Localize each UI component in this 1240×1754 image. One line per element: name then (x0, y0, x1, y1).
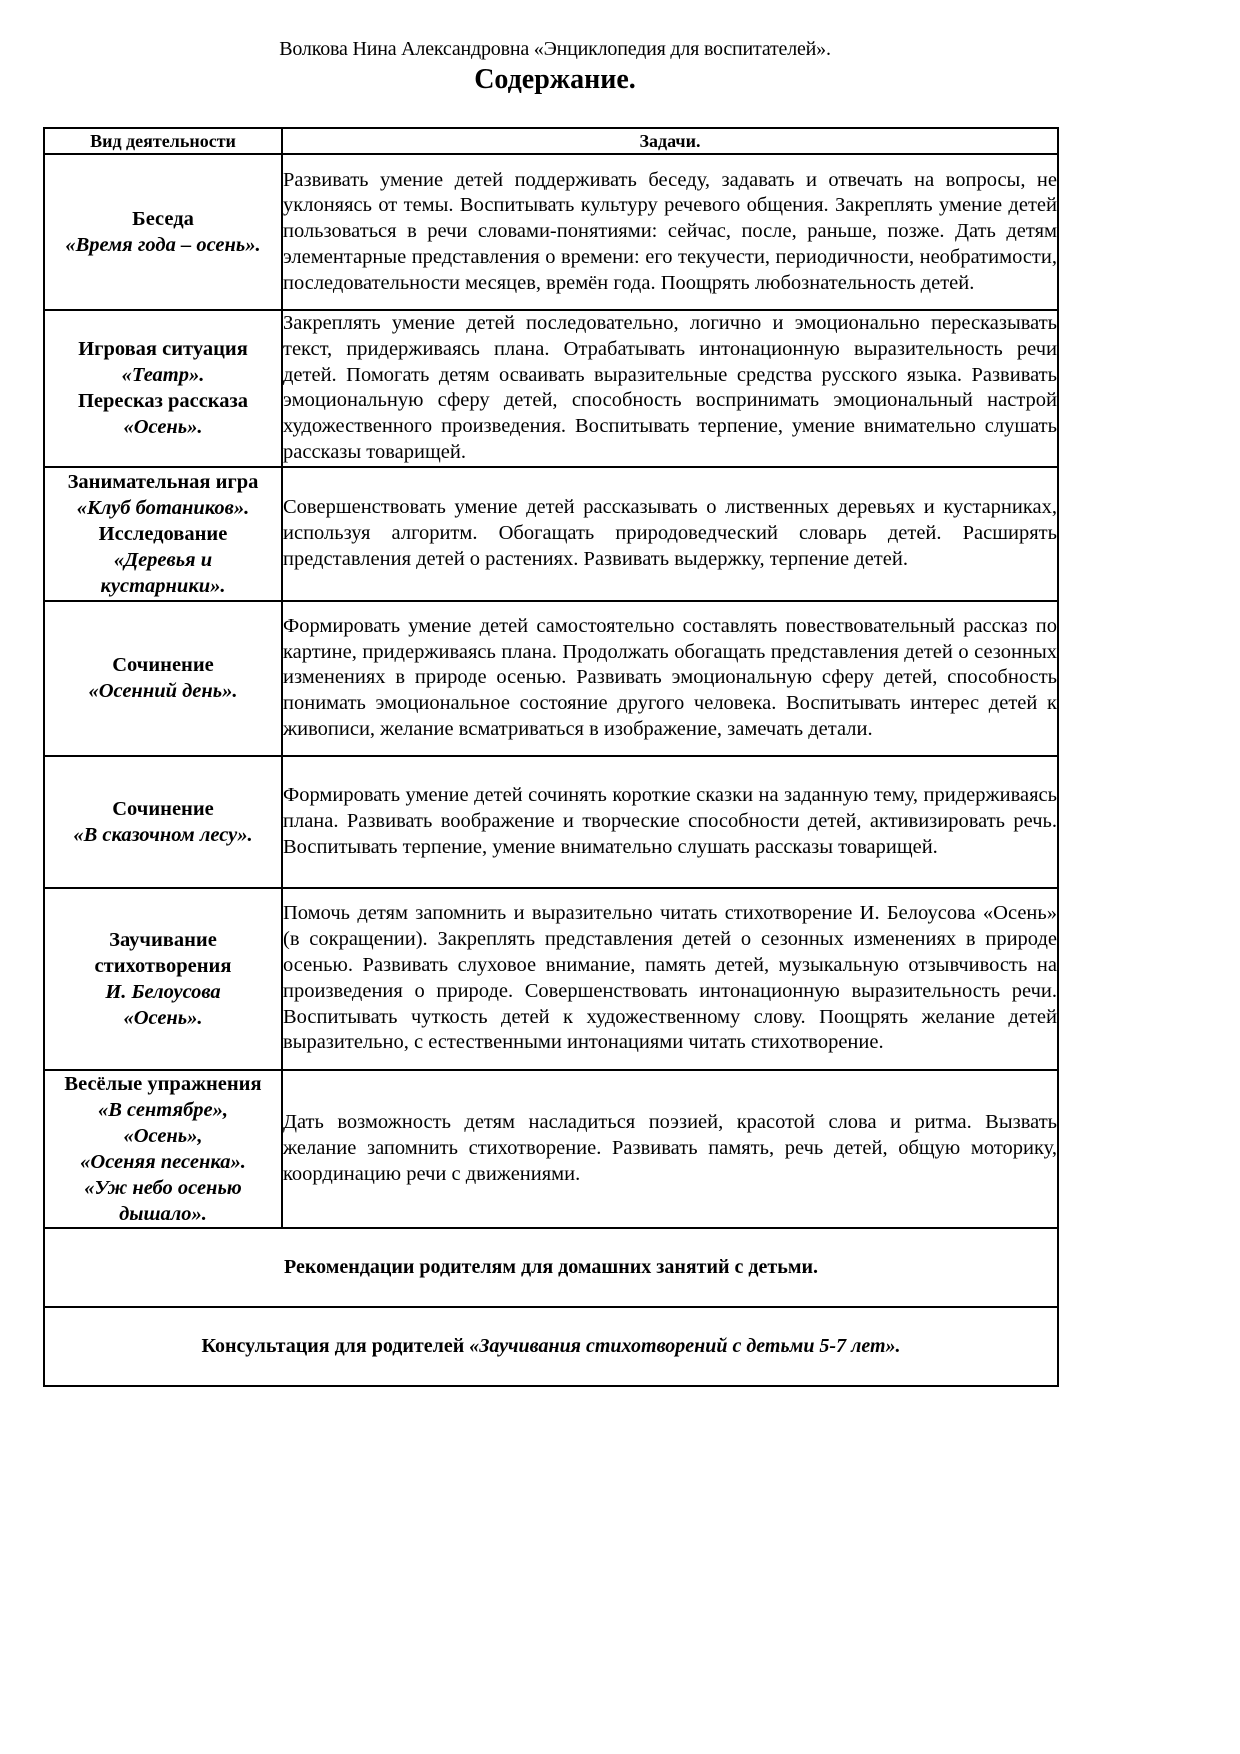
activity-line: Игровая ситуация (78, 338, 248, 361)
tasks-cell: Развивать умение детей поддерживать беседу, задавать и отвечать на вопросы, не уклоняясь от темы. Воспитывать культуру речевого общения. Закреплять умение детей пользоваться в речи словами-понятиями: сейчас, после, раньше, позже. Дать детям элементарные представления о времени: его текучести, периодичности, необратимости, последовательности месяцев, времён года. Поощрять любознательность детей. (282, 154, 1058, 310)
footer-row-recommendations (44, 1228, 1058, 1307)
header-tasks: Задачи. (282, 128, 1058, 154)
table-row (44, 1070, 1058, 1228)
activity-line: И. Белоусова (105, 980, 221, 1003)
activity-cell (44, 888, 282, 1070)
activity-line: Сочинение (112, 797, 214, 820)
activity-line: «В сказочном лесу». (73, 823, 253, 846)
page-title: Содержание. (474, 64, 636, 95)
tasks-cell: Формировать умение детей самостоятельно составлять повествовательный рассказ по картине, придерживаясь плана. Продолжать обогащать представления детей о сезонных изменениях в природе осенью. Развивать эмоциональную сферу детей, способность понимать эмоциональное состояние другого человека. Воспитывать интерес детей к живописи, желание всматриваться в изображение, замечать детали. (282, 601, 1058, 756)
activity-cell (44, 154, 282, 310)
activity-line: «Осень», (123, 1124, 203, 1147)
tasks-cell: Совершенствовать умение детей рассказывать о лиственных деревьях и кустарниках, используя алгоритм. Обогащать природоведческий словарь детей. Расширять представления детей о растениях. Развивать выдержку, терпение детей. (282, 467, 1058, 601)
activity-cell (44, 756, 282, 888)
activity-line: «Клуб ботаников». (76, 496, 250, 519)
table-row (44, 154, 1058, 310)
table-row (44, 888, 1058, 1070)
activity-line: «Театр». (121, 364, 205, 387)
table-row (44, 467, 1058, 601)
footer-row-consultation (44, 1307, 1058, 1386)
activity-line: «В сентябре», (97, 1098, 229, 1121)
activity-line: «Деревья и (113, 548, 213, 571)
tasks-cell: Закреплять умение детей последовательно, логично и эмоционально пересказывать текст, придерживаясь плана. Отрабатывать интонационную выразительность речи детей. Помогать детям осваивать выразительные средства русского языка. Развивать эмоциональную сферу детей, способность воспринимать эмоциональный настрой художественного произведения. Воспитывать терпение, умение внимательно слушать рассказы товарищей. (282, 310, 1058, 467)
table-row (44, 756, 1058, 888)
activity-line: Заучивание (109, 928, 217, 951)
consultation-label: Консультация для родителей (201, 1334, 470, 1357)
activity-line: «Осенний день». (88, 680, 238, 703)
activity-line: Сочинение (112, 654, 214, 677)
activity-line: «Осень». (123, 416, 203, 439)
consultation-title: «Заучивания стихотворений с детьми 5-7 лет». (469, 1334, 901, 1357)
activity-line: Пересказ рассказа (77, 390, 249, 413)
recommendations-text: Рекомендации родителям для домашних занятий с детьми. (284, 1255, 818, 1278)
content-table (43, 127, 1059, 1387)
tasks-cell: Дать возможность детям насладиться поэзией, красотой слова и ритма. Вызвать желание запомнить стихотворение. Развивать память, речь детей, общую моторику, координацию речи с движениями. (282, 1070, 1058, 1228)
activity-line: «Уж небо осенью (84, 1176, 242, 1199)
tasks-cell: Формировать умение детей сочинять короткие сказки на заданную тему, придерживаясь плана. Развивать воображение и творческие способности детей, активизировать речь. Воспитывать терпение, умение внимательно слушать рассказы товарищей. (282, 756, 1058, 888)
activity-line: стихотворения (94, 954, 232, 977)
activity-line: Беседа (132, 208, 194, 230)
table-row (44, 310, 1058, 467)
activity-cell (44, 310, 282, 467)
tasks-cell: Помочь детям запомнить и выразительно читать стихотворение И. Белоусова «Осень» (в сокращении). Закреплять представления детей о сезонных изменениях в природе осенью. Развивать слуховое внимание, память детей, музыкальную отзывчивость на произведения о природе. Совершенствовать интонационную выразительность речи. Воспитывать чуткость детей к художественному слову. Поощрять желание детей выразительно, с естественными интонациями читать стихотворение. (282, 888, 1058, 1070)
recommendations-cell (44, 1228, 1058, 1307)
consultation-cell (44, 1307, 1058, 1386)
author-line: Волкова Нина Александровна «Энциклопедия для воспитателей». (279, 38, 831, 60)
activity-line: Весёлые упражнения (64, 1072, 262, 1095)
activity-cell (44, 467, 282, 601)
activity-line: «Осеняя песенка». (80, 1150, 246, 1173)
table-row (44, 601, 1058, 756)
table-header-row (44, 128, 1058, 154)
activity-line: кустарники». (100, 574, 226, 597)
activity-cell (44, 601, 282, 756)
activity-cell (44, 1070, 282, 1228)
activity-line: Исследование (98, 522, 228, 545)
activity-line: дышало». (119, 1202, 207, 1225)
activity-line: «Время года – осень». (65, 234, 261, 256)
activity-line: Занимательная игра (67, 470, 259, 493)
activity-line: «Осень». (123, 1006, 203, 1029)
header-activity: Вид деятельности (44, 128, 282, 154)
